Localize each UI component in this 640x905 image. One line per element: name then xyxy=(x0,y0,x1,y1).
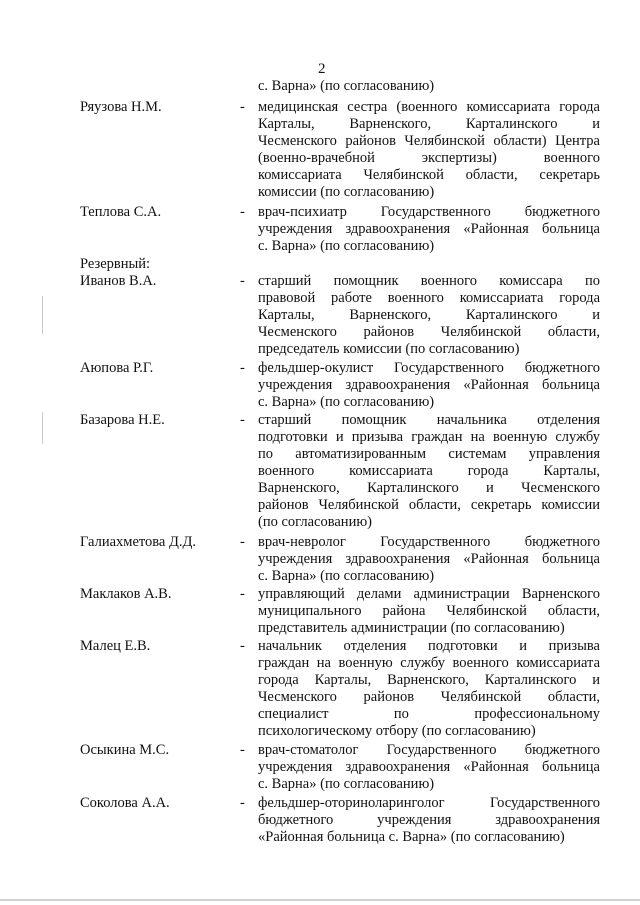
role-line: районов Челябинской области, секретарь комиссии xyxy=(258,497,600,513)
role-line: Чесменского районов Челябинской области) Центра xyxy=(258,133,600,149)
role-line: учреждения здравоохранения «Районная больница xyxy=(258,759,600,775)
member-role xyxy=(258,795,600,846)
role-line: с. Варна» (по согласованию) xyxy=(258,394,435,410)
role-line: специалист по профессиональному xyxy=(258,706,600,722)
member-role xyxy=(258,99,600,201)
member-dash: - xyxy=(240,204,245,220)
member-role xyxy=(258,360,600,411)
role-line: врач-психиатр Государственного бюджетного xyxy=(258,204,600,220)
role-line: правовой работе военного комиссариата города xyxy=(258,290,600,306)
role-line: психологическому отбору (по согласованию) xyxy=(258,723,536,739)
role-line: старший помощник военного комиссара по xyxy=(258,273,600,289)
role-line: (военно-врачебной экспертизы) военного xyxy=(258,150,600,166)
member-dash: - xyxy=(240,360,245,376)
role-line: военного комиссариата города Карталы, xyxy=(258,463,600,479)
member-name: Базарова Н.Е. xyxy=(80,412,165,428)
member-role xyxy=(258,204,600,255)
role-line: Варненского, Карталинского и Чесменского xyxy=(258,480,600,496)
role-line: Чесменского районов Челябинской области, xyxy=(258,689,600,705)
role-line: учреждения здравоохранения «Районная больница xyxy=(258,377,600,393)
role-line: представитель администрации (по согласованию) xyxy=(258,620,565,636)
reserve-heading: Резервный: xyxy=(80,256,151,272)
member-dash: - xyxy=(240,586,245,602)
member-name: Осыкина М.С. xyxy=(80,742,170,758)
role-line: Карталы, Варненского, Карталинского и xyxy=(258,307,600,323)
role-line: города Карталы, Варненского, Карталинского и xyxy=(258,672,600,688)
role-line: управляющий делами администрации Варненского xyxy=(258,586,600,602)
role-line: с. Варна» (по согласованию) xyxy=(258,568,435,584)
role-line: врач-стоматолог Государственного бюджетного xyxy=(258,742,600,758)
member-role xyxy=(258,586,600,637)
member-name: Галиахметова Д.Д. xyxy=(80,534,197,550)
member-name: Соколова А.А. xyxy=(80,795,170,811)
page-edge xyxy=(0,899,640,901)
role-line: граждан на военную службу военного комиссариата xyxy=(258,655,600,671)
member-dash: - xyxy=(240,99,245,115)
role-line: старший помощник начальника отделения xyxy=(258,412,600,428)
member-dash: - xyxy=(240,273,245,289)
role-line: по автоматизированным системам управления xyxy=(258,446,600,462)
role-line: комиссариата Челябинской области, секретарь xyxy=(258,167,600,183)
member-name: Ряузова Н.М. xyxy=(80,99,162,115)
member-role xyxy=(258,273,600,358)
role-line: фельдшер-оториноларинголог Государственного xyxy=(258,795,600,811)
member-dash: - xyxy=(240,412,245,428)
member-dash: - xyxy=(240,638,245,654)
role-line: учреждения здравоохранения «Районная больница xyxy=(258,221,600,237)
member-name: Маклаков А.В. xyxy=(80,586,172,602)
role-line: (по согласованию) xyxy=(258,514,372,530)
role-line: председатель комиссии (по согласованию) xyxy=(258,341,520,357)
page-number: 2 xyxy=(318,61,326,77)
role-line: учреждения здравоохранения «Районная больница xyxy=(258,551,600,567)
role-line: с. Варна» (по согласованию) xyxy=(258,238,435,254)
role-line: Карталы, Варненского, Карталинского и xyxy=(258,116,600,132)
scan-artifact xyxy=(42,296,43,334)
role-line: муниципального района Челябинской области, xyxy=(258,603,600,619)
role-line: комиссии (по согласованию) xyxy=(258,184,435,200)
member-role xyxy=(258,638,600,740)
member-role xyxy=(258,742,600,793)
member-name: Теплова С.А. xyxy=(80,204,162,220)
member-dash: - xyxy=(240,534,245,550)
member-name: Иванов В.А. xyxy=(80,273,157,289)
role-line: Чесменского районов Челябинской области, xyxy=(258,324,600,340)
role-line: медицинская сестра (военного комиссариата города xyxy=(258,99,600,115)
role-line: фельдшер-окулист Государственного бюджетного xyxy=(258,360,600,376)
member-dash: - xyxy=(240,795,245,811)
role-line: «Районная больница с. Варна» (по согласованию) xyxy=(258,829,565,845)
member-name: Аюпова Р.Г. xyxy=(80,360,154,376)
continuation-line: с. Варна» (по согласованию) xyxy=(258,78,435,94)
scan-artifact xyxy=(42,412,43,444)
member-role xyxy=(258,412,600,531)
member-name: Малец Е.В. xyxy=(80,638,151,654)
member-dash: - xyxy=(240,742,245,758)
role-line: бюджетного учреждения здравоохранения xyxy=(258,812,600,828)
role-line: подготовки и призыва граждан на военную службу xyxy=(258,429,600,445)
member-role xyxy=(258,534,600,585)
role-line: врач-невролог Государственного бюджетного xyxy=(258,534,600,550)
role-line: начальник отделения подготовки и призыва xyxy=(258,638,600,654)
role-line: с. Варна» (по согласованию) xyxy=(258,776,435,792)
